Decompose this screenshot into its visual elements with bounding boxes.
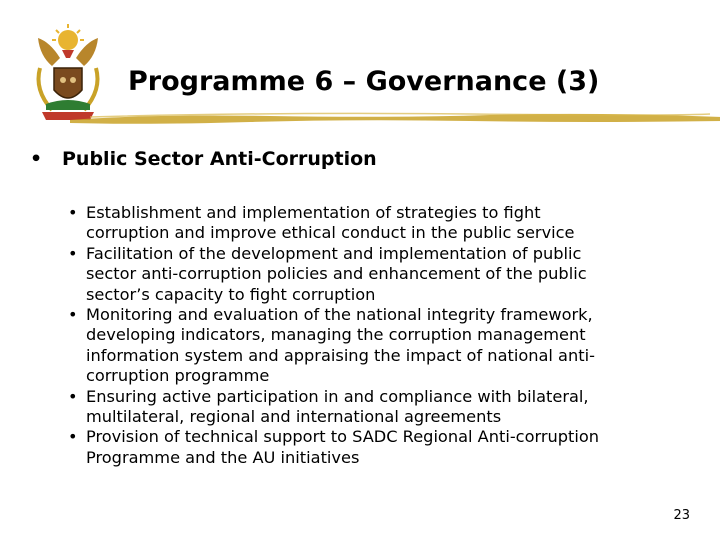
list-item-line: multilateral, regional and international agreements xyxy=(86,407,502,427)
list-item-line: corruption programme xyxy=(86,366,270,386)
list-item-line: Facilitation of the development and implementation of public xyxy=(86,243,582,263)
main-bullet-text: Public Sector Anti-Corruption xyxy=(62,148,377,170)
list-item xyxy=(68,203,688,244)
list-item-line: Provision of technical support to SADC Regional Anti-corruption xyxy=(86,427,600,447)
sub-bullet-list xyxy=(68,203,688,468)
bullet-marker: • xyxy=(68,305,78,325)
list-item xyxy=(68,387,688,428)
list-item-line: developing indicators, managing the corruption management xyxy=(86,325,586,345)
list-item xyxy=(68,244,688,305)
list-item-line: Establishment and implementation of strategies to fight xyxy=(86,203,541,222)
list-item xyxy=(68,427,688,468)
list-item-line: corruption and improve ethical conduct in the public service xyxy=(86,223,575,243)
list-item-line: sector anti-corruption policies and enhancement of the public xyxy=(86,264,587,284)
slide-title: Programme 6 – Governance (3) xyxy=(128,66,600,97)
list-item-line: Ensuring active participation in and compliance with bilateral, xyxy=(86,386,589,406)
title-underline-brushstroke xyxy=(70,108,720,126)
list-item-line: sector’s capacity to fight corruption xyxy=(86,284,376,304)
main-bullet xyxy=(30,148,377,170)
list-item-line: information system and appraising the impact of national anti- xyxy=(86,345,595,365)
bullet-marker: • xyxy=(68,427,78,447)
list-item xyxy=(68,305,688,387)
bullet-marker: • xyxy=(68,386,78,406)
bullet-marker: • xyxy=(30,148,43,170)
list-item-line: Monitoring and evaluation of the national integrity framework, xyxy=(86,305,593,325)
list-item-line: Programme and the AU initiatives xyxy=(86,447,360,467)
bullet-marker: • xyxy=(68,243,78,263)
bullet-marker: • xyxy=(68,203,78,222)
page-number: 23 xyxy=(673,508,690,523)
